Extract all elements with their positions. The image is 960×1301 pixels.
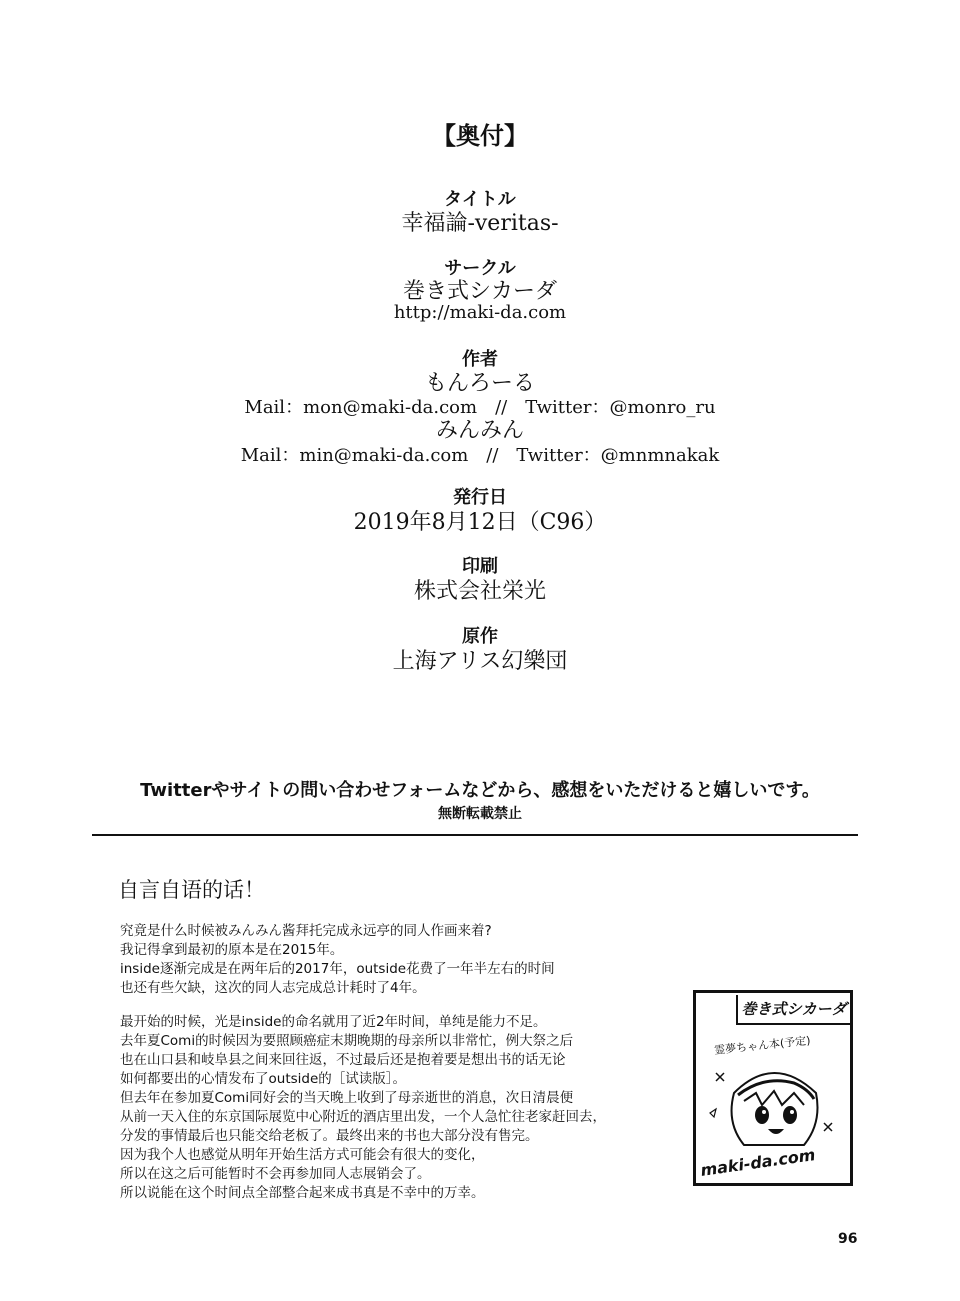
stamp-note: 霊夢ちゃん本(予定) (713, 1033, 812, 1058)
afterword-line: 所以在这之后可能暂时不会再参加同人志展销会了。 (120, 1166, 431, 1182)
afterword-line: 所以说能在这个时间点全部整合起来成书真是不幸中的万幸。 (120, 1185, 485, 1201)
afterword-line: 分发的事情最后也只能交给老板了。最终出来的书也大部分没有售完。 (120, 1128, 539, 1144)
author2-name: みんみん (435, 418, 524, 443)
feedback-notice: Twitterやサイトの問い合わせフォームなどから、感想をいただけると嬉しいです。 (140, 780, 820, 801)
afterword-line: 究竟是什么时候被みんみん酱拜托完成永远亭的同人作画来着? (120, 923, 492, 939)
title-label: タイトル (444, 189, 516, 210)
afterword-line: inside逐渐完成是在两年后的2017年，outside花费了一年半左右的时间 (120, 961, 555, 977)
author1-contact: Mail：mon@maki-da.com // Twitter：@monro_ru (244, 397, 716, 418)
afterword-line: 如何都要出的心情发布了outside的［试读版］。 (120, 1071, 407, 1087)
circle-label: サークル (444, 258, 516, 279)
stamp-header: 巻き式シカーダ (736, 995, 850, 1025)
page-number: 96 (838, 1231, 858, 1247)
afterword-line: 也在山口县和岐阜县之间来回往返，不过最后还是抱着要是想出书的话无论 (120, 1052, 566, 1068)
circle-value: 巻き式シカーダ (402, 279, 557, 304)
afterword-line: 因为我个人也感觉从明年开始生活方式可能会有很大的变化， (120, 1147, 485, 1163)
afterword-line: 去年夏Comi的时候因为要照顾癌症末期晚期的母亲所以非常忙，例大祭之后 (120, 1033, 574, 1049)
print-value: 株式会社栄光 (413, 579, 546, 604)
section-divider (92, 834, 858, 836)
author-label: 作者 (462, 349, 498, 370)
author1-name: もんろーる (424, 371, 535, 396)
original-label: 原作 (462, 626, 498, 647)
author2-contact: Mail：min@maki-da.com // Twitter：@mnmnakak (240, 445, 720, 466)
afterword-line: 从前一天入住的东京国际展览中心附近的酒店里出发，一个人急忙往老家赶回去， (120, 1109, 606, 1125)
afterword-line: 也还有些欠缺，这次的同人志完成总计耗时了4年。 (120, 980, 426, 996)
no-reprint-notice: 無断転載禁止 (438, 806, 522, 822)
date-value: 2019年8月12日（C96） (353, 510, 607, 535)
afterword-line: 最开始的时候，光是inside的命名就用了近2年时间，单纯是能力不足。 (120, 1014, 547, 1030)
title-value: 幸福論-veritas- (401, 211, 559, 236)
character-illustration (704, 1053, 844, 1153)
circle-url: http://maki-da.com (393, 302, 567, 323)
date-label: 発行日 (453, 487, 507, 508)
afterword-line: 我记得拿到最初的原本是在2015年。 (120, 942, 344, 958)
afterword-line: 但去年在参加夏Comi同好会的当天晚上收到了母亲逝世的消息，次日清晨便 (120, 1090, 574, 1106)
print-label: 印刷 (462, 556, 498, 577)
colophon-heading: 【奥付】 (432, 121, 528, 150)
original-value: 上海アリス幻樂団 (392, 649, 568, 674)
circle-stamp (693, 990, 853, 1186)
afterword-title: 自言自语的话！ (118, 878, 265, 902)
stamp-footer: maki-da.com (699, 1145, 817, 1180)
